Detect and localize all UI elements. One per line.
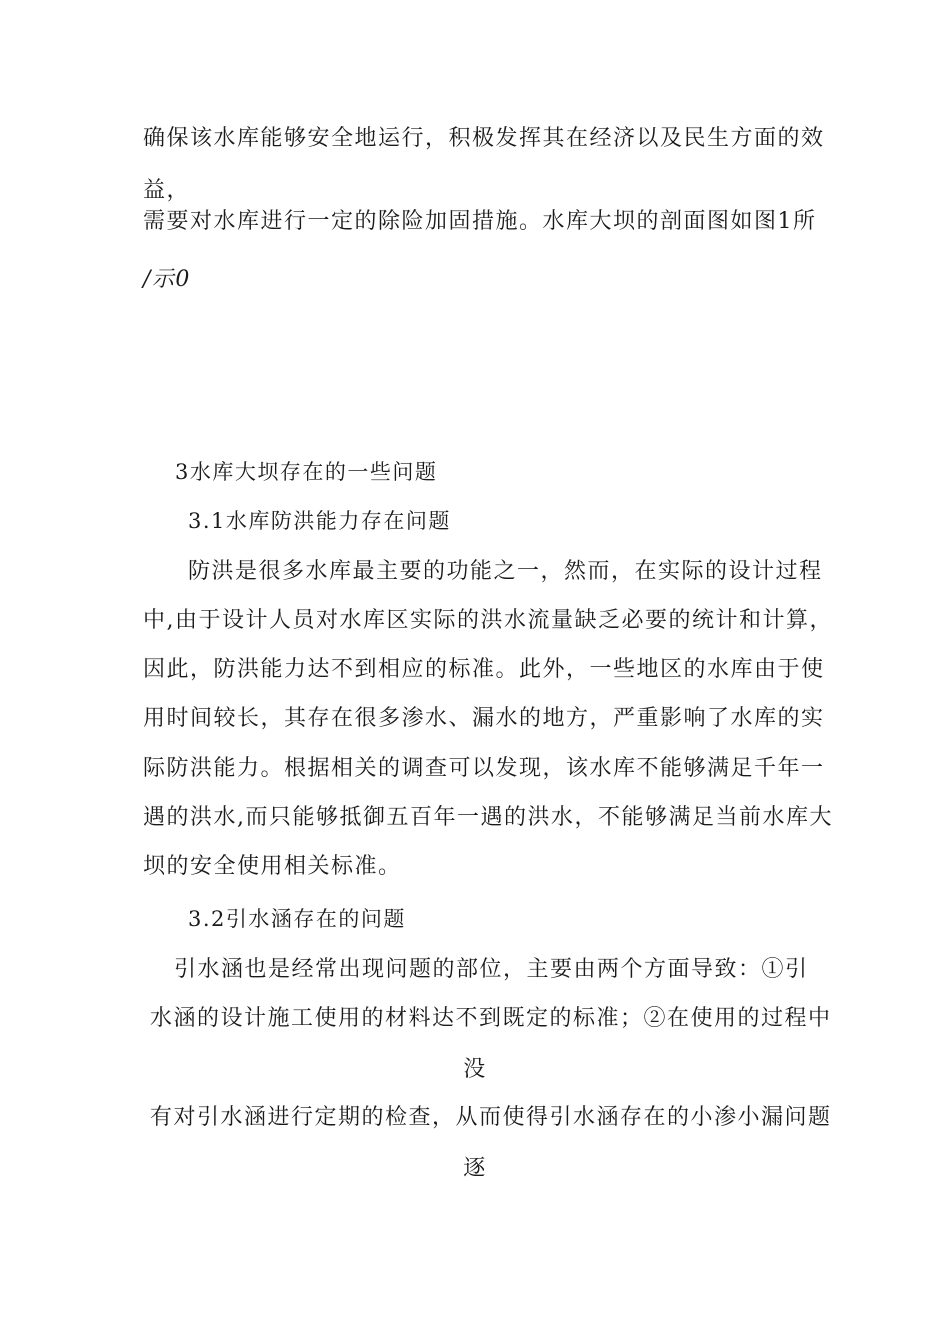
- paragraph-line: 防洪是很多水库最主要的功能之一，然而，在实际的设计过程: [188, 559, 823, 584]
- paragraph-line: 益，: [143, 178, 191, 203]
- paragraph-line: 坝的安全使用相关标准。: [143, 854, 402, 879]
- paragraph-line: 遇的洪水,而只能够抵御五百年一遇的洪水，不能够满足当前水库大: [143, 805, 833, 830]
- subsection-heading: 3.1水库防洪能力存在问题: [188, 509, 451, 533]
- paragraph-line: 水涵的设计施工使用的材料达不到既定的标准；②在使用的过程中: [150, 1006, 832, 1031]
- section-heading: 3水库大坝存在的一些问题: [175, 460, 438, 484]
- paragraph-line: 没: [463, 1057, 487, 1082]
- paragraph-line: 中,由于设计人员对水库区实际的洪水流量缺乏必要的统计和计算，: [143, 608, 833, 633]
- paragraph-line: 有对引水涵进行定期的检查，从而使得引水涵存在的小渗小漏问题: [150, 1105, 832, 1130]
- paragraph-line: 际防洪能力。根据相关的调查可以发现，该水库不能够满足千年一: [143, 756, 825, 781]
- paragraph-line: 确保该水库能够安全地运行，积极发挥其在经济以及民生方面的效: [143, 126, 825, 151]
- paragraph-line: 需要对水库进行一定的除险加固措施。水库大坝的剖面图如图1所: [143, 209, 817, 234]
- paragraph-line: /示0: [143, 267, 191, 292]
- subsection-heading: 3.2引水涵存在的问题: [188, 907, 406, 931]
- paragraph-line: 因此，防洪能力达不到相应的标准。此外，一些地区的水库由于使: [143, 657, 825, 682]
- paragraph-line: 逐: [463, 1156, 487, 1181]
- paragraph-line: 引水涵也是经常出现问题的部位，主要由两个方面导致：①引: [174, 957, 809, 982]
- paragraph-line: 用时间较长，其存在很多渗水、漏水的地方，严重影响了水库的实: [143, 706, 825, 731]
